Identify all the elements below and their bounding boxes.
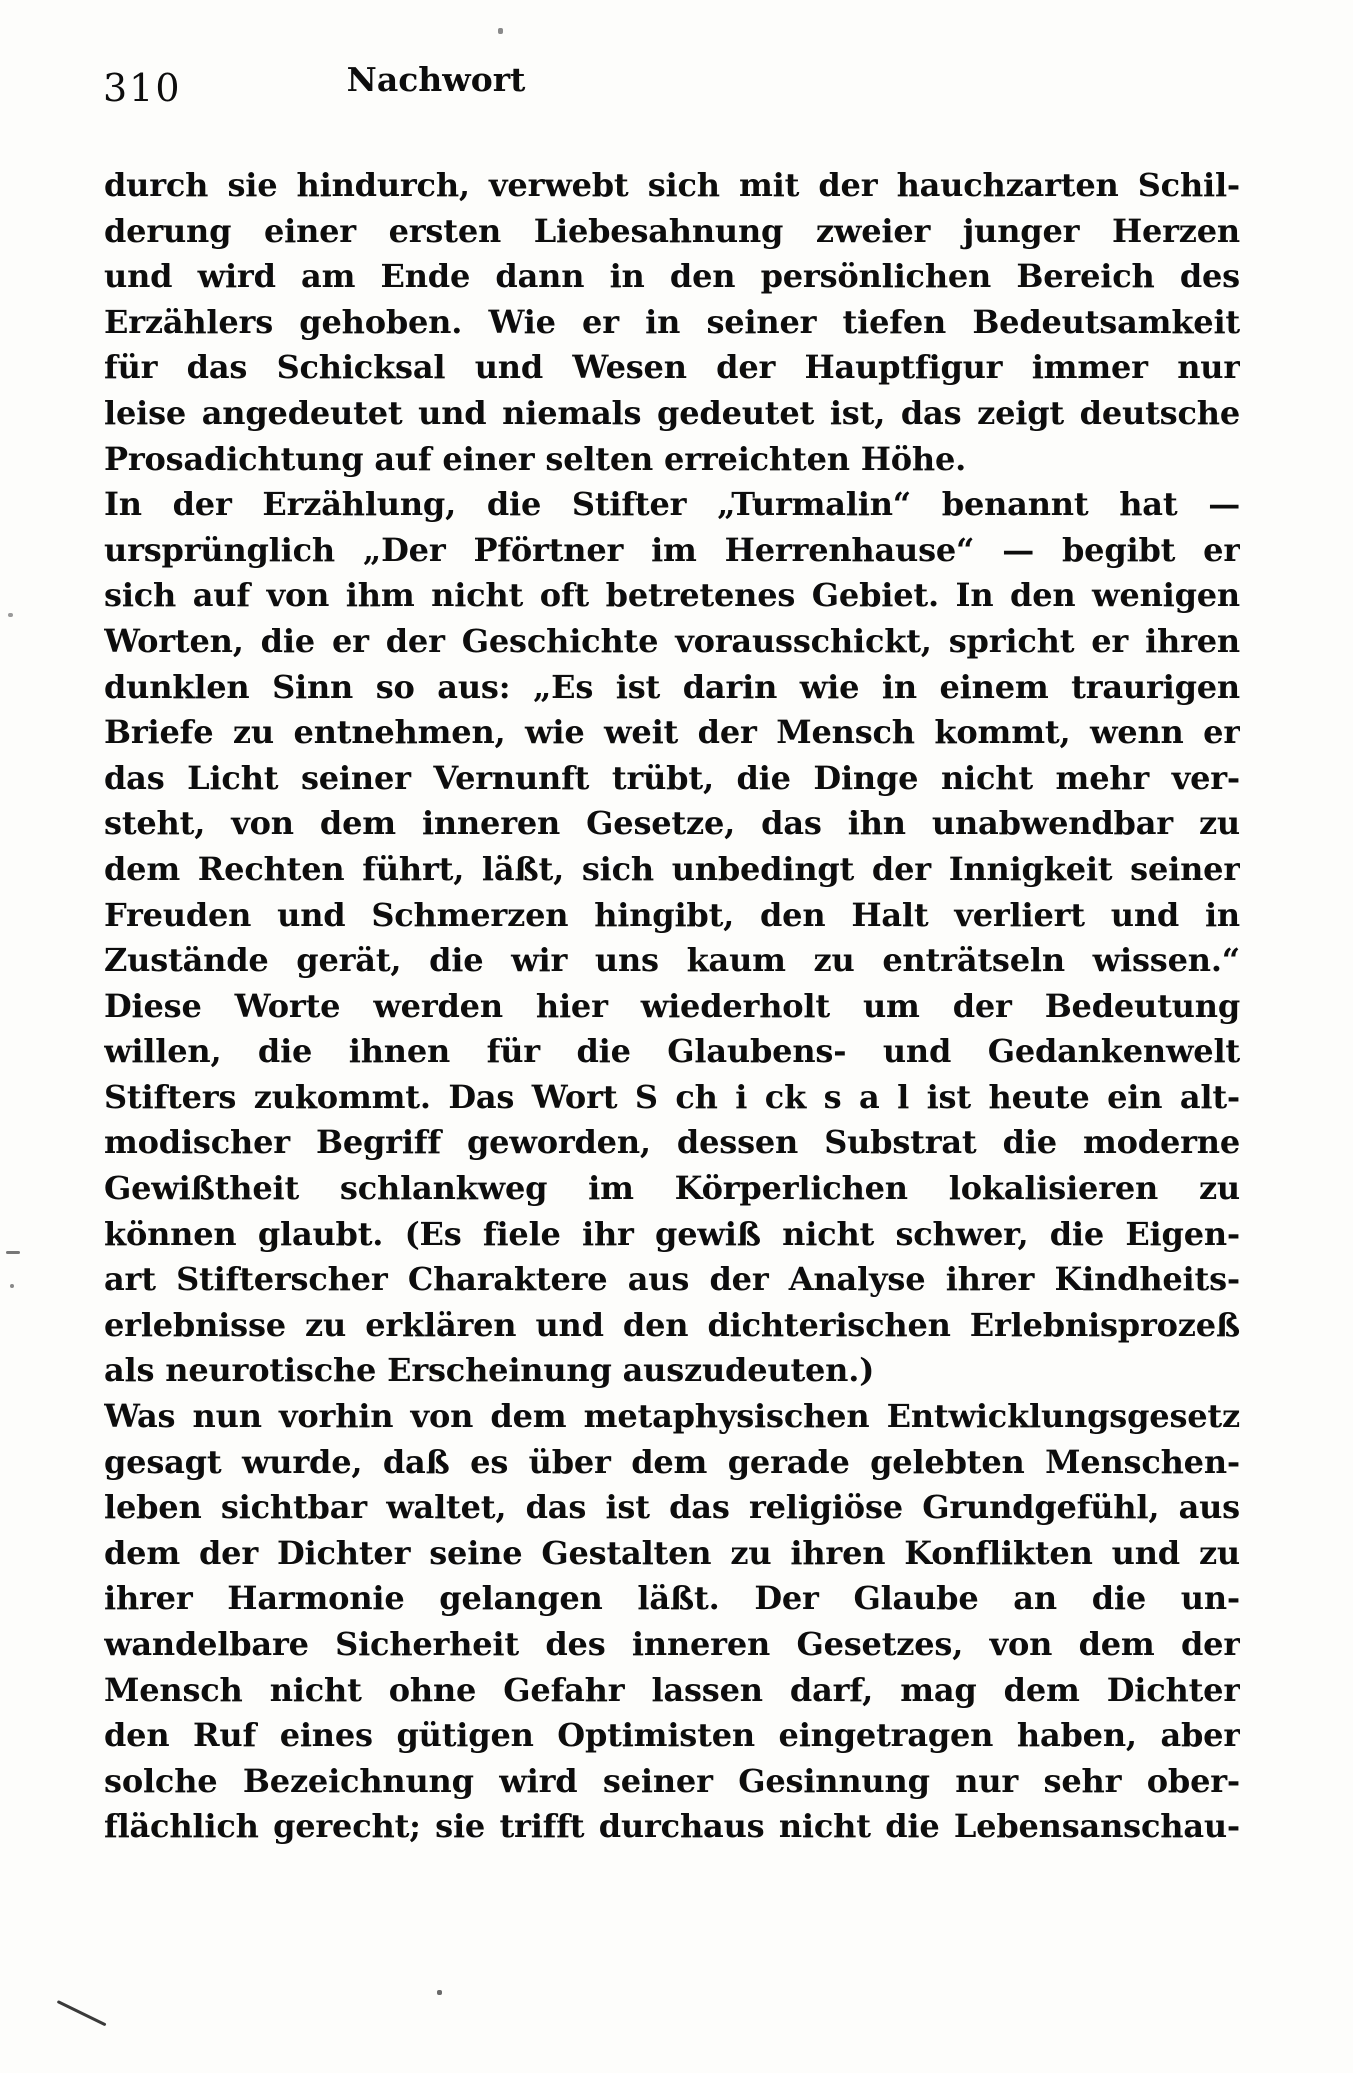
text-line: den Ruf eines gütigen Optimisten eingetragen haben, aber	[104, 1716, 1240, 1755]
text-line: Erzählers gehoben. Wie er in seiner tiefen Bedeutsamkeit	[104, 302, 1240, 341]
text-line: erlebnisse zu erklären und den dichterischen Erlebnisprozeß	[104, 1305, 1240, 1344]
paragraph	[104, 482, 1240, 1394]
text-line: flächlich gerecht; sie trifft durchaus nicht die Lebensanschau-	[104, 1807, 1240, 1846]
paragraph	[104, 1394, 1240, 1850]
text-line: und wird am Ende dann in den persönlichen Bereich des	[104, 257, 1240, 296]
scan-artifact	[57, 2000, 107, 2026]
text-line: dem Rechten führt, läßt, sich unbedingt der Innigkeit seiner	[104, 849, 1240, 888]
text-line: modischer Begriff geworden, dessen Substrat die moderne	[104, 1123, 1240, 1162]
text-line: leise angedeutet und niemals gedeutet ist, das zeigt deutsche	[104, 393, 1240, 432]
text-line: Prosadichtung auf einer selten erreichten Höhe.	[104, 439, 967, 478]
body-text	[104, 163, 1240, 1850]
scan-artifact	[10, 1284, 14, 1288]
text-line: Freuden und Schmerzen hingibt, den Halt verliert und in	[104, 895, 1240, 934]
text-line: solche Bezeichnung wird seiner Gesinnung nur sehr ober-	[104, 1761, 1240, 1800]
text-line: als neurotische Erscheinung auszudeuten.)	[104, 1351, 875, 1390]
scan-artifact	[498, 28, 503, 34]
text-line: ihrer Harmonie gelangen läßt. Der Glaube an die un-	[104, 1579, 1240, 1618]
text-line: Zustände gerät, die wir uns kaum zu enträtseln wissen.“	[104, 941, 1240, 980]
text-line: steht, von dem inneren Gesetze, das ihn unabwendbar zu	[104, 804, 1240, 843]
scan-artifact	[8, 613, 13, 617]
scan-artifact	[6, 1251, 20, 1254]
text-line: Mensch nicht ohne Gefahr lassen darf, mag dem Dichter	[104, 1670, 1240, 1709]
text-line: Stifters zukommt. Das Wort S ch i ck s a l ist heute ein alt-	[104, 1077, 1240, 1116]
text-line: gesagt wurde, daß es über dem gerade gelebten Menschen-	[104, 1442, 1240, 1481]
text-line: Was nun vorhin von dem metaphysischen Entwicklungsgesetz	[104, 1397, 1240, 1436]
text-line: Diese Worte werden hier wiederholt um der Bedeutung	[104, 986, 1240, 1025]
scan-artifact	[437, 1990, 442, 1995]
text-line: ursprünglich „Der Pförtner im Herrenhause“ — begibt er	[104, 530, 1240, 569]
running-header: Nachwort	[346, 60, 526, 99]
text-line: art Stifterscher Charaktere aus der Analyse ihrer Kindheits-	[104, 1260, 1240, 1299]
text-line: derung einer ersten Liebesahnung zweier junger Herzen	[104, 211, 1240, 250]
text-line: Briefe zu entnehmen, wie weit der Mensch kommt, wenn er	[104, 713, 1240, 752]
page-number: 310	[103, 66, 182, 110]
text-line: In der Erzählung, die Stifter „Turmalin“ benannt hat —	[104, 485, 1240, 524]
text-line: dem der Dichter seine Gestalten zu ihren Konflikten und zu	[104, 1533, 1240, 1572]
text-line: sich auf von ihm nicht oft betretenes Gebiet. In den wenigen	[104, 576, 1240, 615]
text-line: willen, die ihnen für die Glaubens- und Gedankenwelt	[104, 1032, 1240, 1071]
text-line: für das Schicksal und Wesen der Hauptfigur immer nur	[104, 348, 1240, 387]
text-line: durch sie hindurch, verwebt sich mit der hauchzarten Schil-	[104, 166, 1240, 204]
text-line: können glaubt. (Es fiele ihr gewiß nicht schwer, die Eigen-	[104, 1214, 1240, 1253]
text-line: Gewißtheit schlankweg im Körperlichen lokalisieren zu	[104, 1169, 1240, 1208]
paragraph	[104, 163, 1240, 482]
text-line: leben sichtbar waltet, das ist das religiöse Grundgefühl, aus	[104, 1488, 1240, 1527]
text-line: wandelbare Sicherheit des inneren Gesetzes, von dem der	[104, 1625, 1240, 1663]
text-line: Worten, die er der Geschichte vorausschickt, spricht er ihren	[104, 621, 1240, 660]
text-line: dunklen Sinn so aus: „Es ist darin wie in einem traurigen	[104, 667, 1240, 706]
text-line: das Licht seiner Vernunft trübt, die Dinge nicht mehr ver-	[104, 758, 1240, 797]
